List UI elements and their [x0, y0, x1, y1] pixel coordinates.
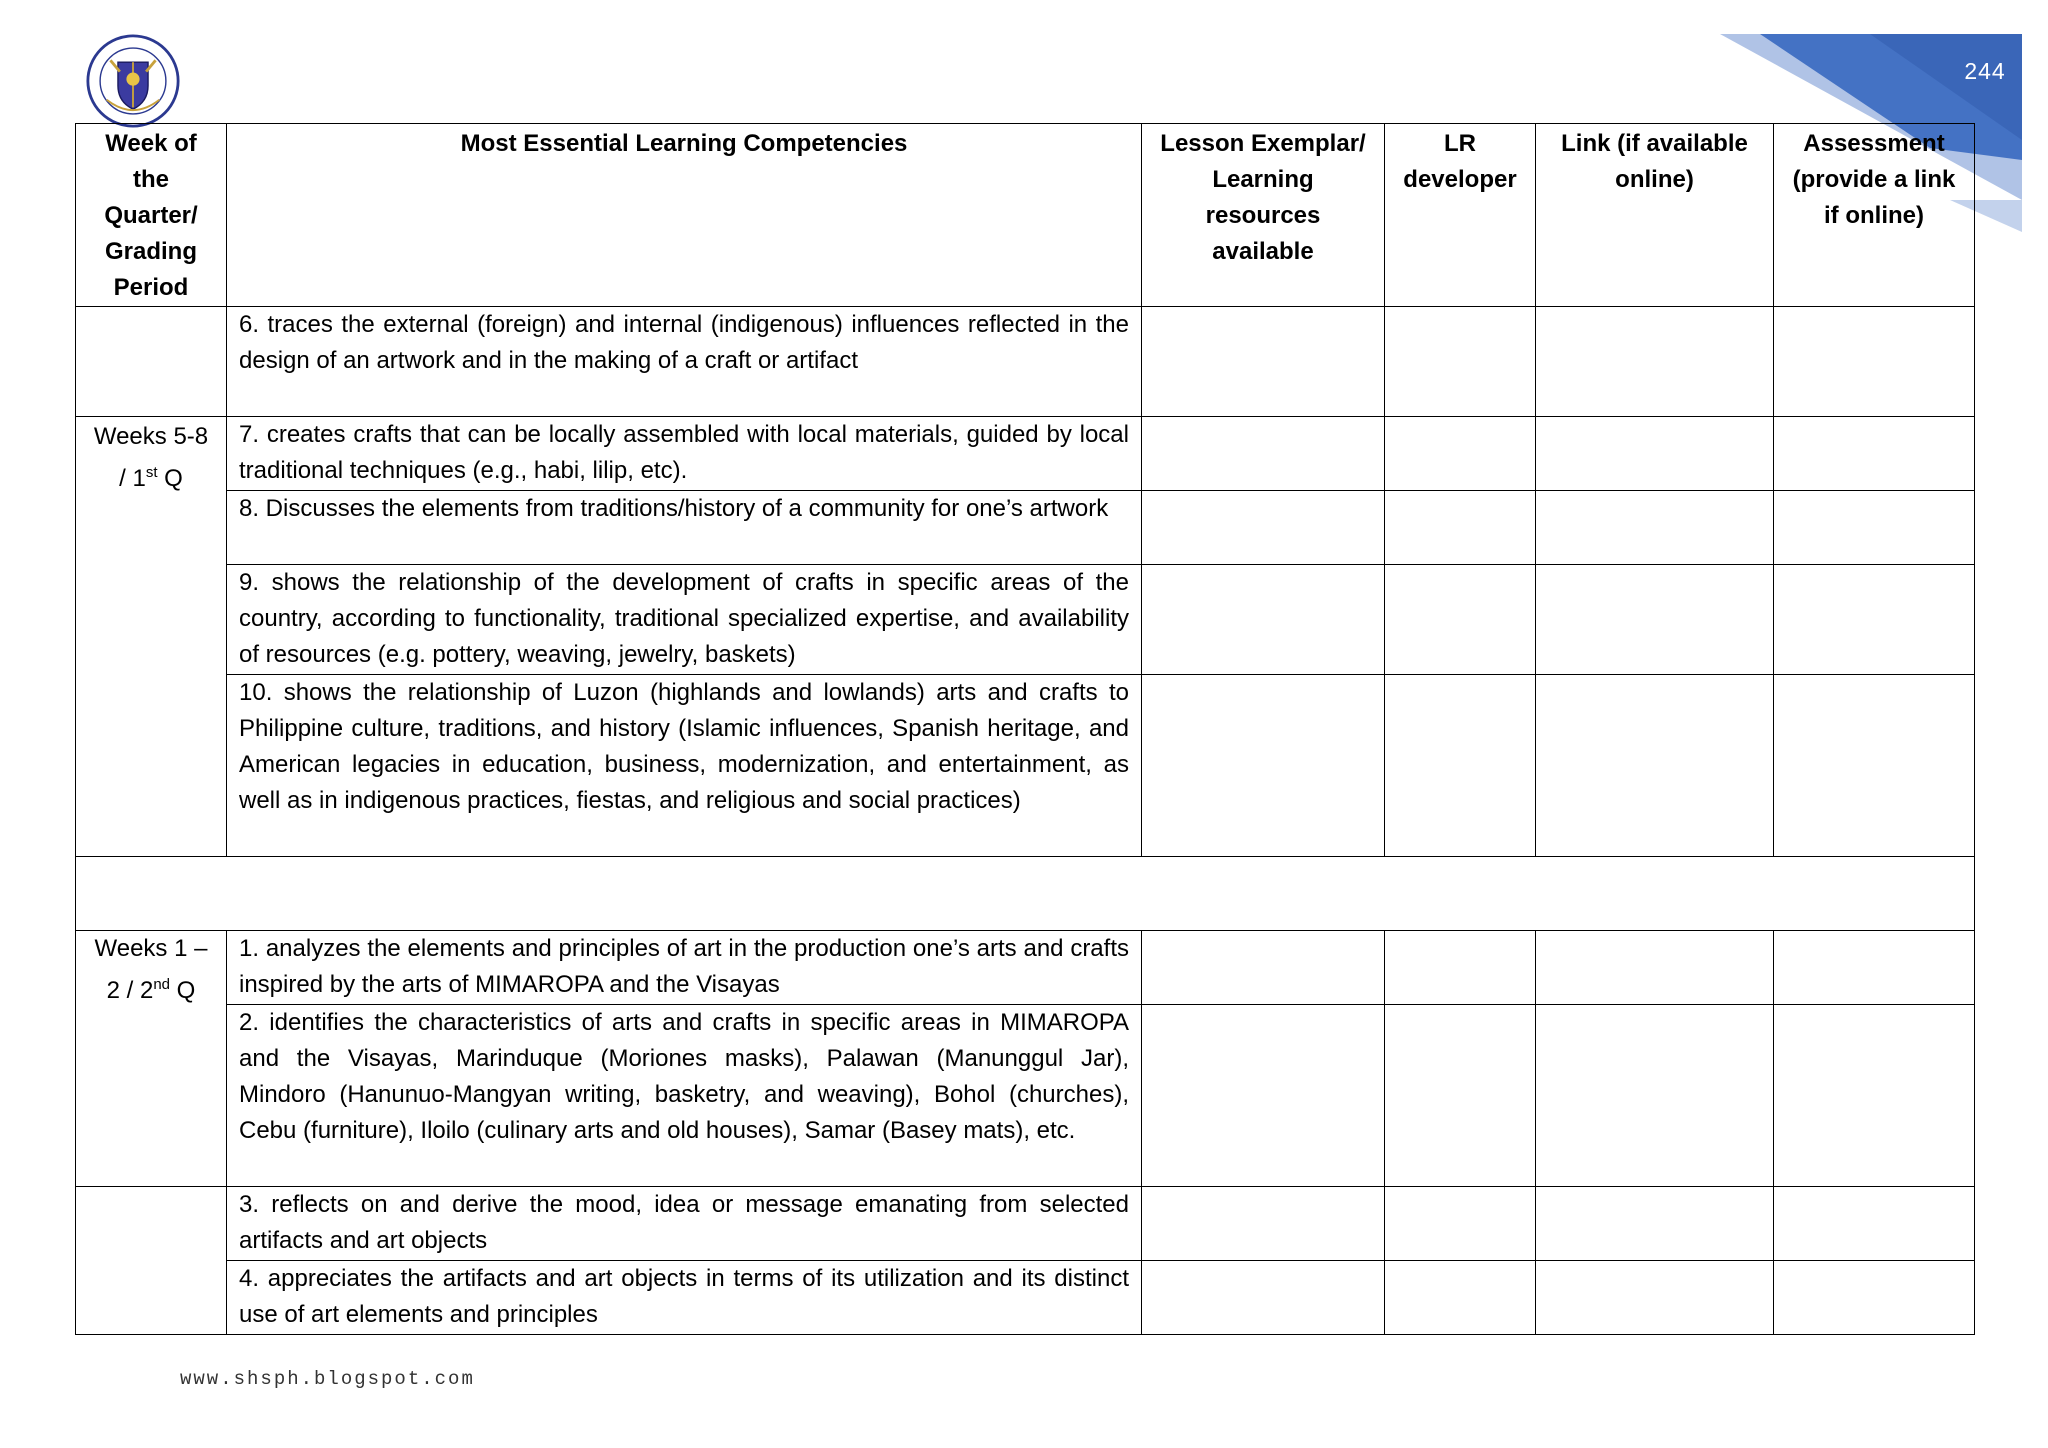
table-row [76, 417, 1975, 491]
link-cell [1536, 307, 1774, 417]
link-cell [1536, 1005, 1774, 1187]
header-week: Week of the Quarter/ Grading Period [76, 124, 227, 307]
table-row [76, 1261, 1975, 1335]
week-suffix: Q [157, 465, 183, 492]
competency-cell: 1. analyzes the elements and principles of art in the production one’s arts and crafts inspired by the arts of MIMAROPA and the Visayas [227, 931, 1142, 1005]
lesson-cell [1142, 1261, 1385, 1335]
week-ordinal: st [145, 464, 158, 481]
table-row [76, 1005, 1975, 1187]
lesson-cell [1142, 491, 1385, 565]
link-cell [1536, 417, 1774, 491]
assessment-cell [1774, 565, 1975, 675]
week-cell-q2 [76, 931, 227, 1187]
week-label: Weeks 5-8 / 1 [93, 423, 209, 492]
table-row [76, 565, 1975, 675]
header-row [76, 124, 1975, 307]
week-cell-empty [76, 307, 227, 417]
competency-cell: 7. creates crafts that can be locally assembled with local materials, guided by local traditional techniques (e.g., habi, lilip, etc). [227, 417, 1142, 491]
table-row [76, 675, 1975, 857]
competency-cell: 8. Discusses the elements from traditions/history of a community for one’s artwork [227, 491, 1142, 565]
deped-seal-logo [86, 34, 180, 128]
competency-cell: 10. shows the relationship of Luzon (highlands and lowlands) arts and crafts to Philippine culture, traditions, and history (Islamic influences, Spanish heritage, and American legacies in education, business, modernization, and entertainment, as well as in indigenous practices, fiestas, and religious and social practices) [227, 675, 1142, 857]
competency-cell: 4. appreciates the artifacts and art objects in terms of its utilization and its distinct use of art elements and principles [227, 1261, 1142, 1335]
lr-cell [1385, 1187, 1536, 1261]
competency-cell: 6. traces the external (foreign) and internal (indigenous) influences reflected in the design of an artwork and in the making of a craft or artifact [227, 307, 1142, 417]
lesson-cell [1142, 565, 1385, 675]
lr-cell [1385, 931, 1536, 1005]
table-row [76, 307, 1975, 417]
lesson-cell [1142, 417, 1385, 491]
table-row [76, 1187, 1975, 1261]
lr-cell [1385, 491, 1536, 565]
week-cell-empty [76, 1187, 227, 1335]
header-assessment: Assessment (provide a link if online) [1774, 124, 1975, 307]
header-competencies: Most Essential Learning Competencies [227, 124, 1142, 307]
lr-cell [1385, 417, 1536, 491]
assessment-cell [1774, 1261, 1975, 1335]
lr-cell [1385, 565, 1536, 675]
lr-cell [1385, 1261, 1536, 1335]
lesson-cell [1142, 1005, 1385, 1187]
assessment-cell [1774, 417, 1975, 491]
footer-url: www.shsph.blogspot.com [180, 1368, 475, 1390]
lesson-cell [1142, 1187, 1385, 1261]
assessment-cell [1774, 1005, 1975, 1187]
lesson-cell [1142, 307, 1385, 417]
assessment-cell [1774, 307, 1975, 417]
lesson-cell [1142, 675, 1385, 857]
week-label: Weeks 1 – 2 / 2 [94, 935, 208, 1004]
assessment-cell [1774, 1187, 1975, 1261]
week-ordinal: nd [153, 976, 171, 993]
assessment-cell [1774, 931, 1975, 1005]
lr-cell [1385, 1005, 1536, 1187]
week-suffix: Q [170, 977, 196, 1004]
link-cell [1536, 931, 1774, 1005]
assessment-cell [1774, 675, 1975, 857]
competency-cell: 2. identifies the characteristics of arts and crafts in specific areas in MIMAROPA and the Visayas, Marinduque (Moriones masks), Palawan (Manunggul Jar), Mindoro (Hanunuo-Mangyan writing, basketry, and weaving), Bohol (churches), Cebu (furniture), Iloilo (culinary arts and old houses), Samar (Basey mats), etc. [227, 1005, 1142, 1187]
lr-cell [1385, 307, 1536, 417]
lr-cell [1385, 675, 1536, 857]
table-row [76, 491, 1975, 565]
header-link: Link (if available online) [1536, 124, 1774, 307]
competency-cell: 9. shows the relationship of the development of crafts in specific areas of the country, according to functionality, traditional specialized expertise, and availability of resources (e.g. pottery, weaving, jewelry, baskets) [227, 565, 1142, 675]
link-cell [1536, 565, 1774, 675]
header-lesson: Lesson Exemplar/ Learning resources available [1142, 124, 1385, 307]
page-number: 244 [1964, 58, 2006, 84]
table-row [76, 931, 1975, 1005]
header-lr-developer: LR developer [1385, 124, 1536, 307]
lesson-cell [1142, 931, 1385, 1005]
link-cell [1536, 1187, 1774, 1261]
competency-cell: 3. reflects on and derive the mood, idea or message emanating from selected artifacts and art objects [227, 1187, 1142, 1261]
week-cell-q1 [76, 417, 227, 857]
link-cell [1536, 491, 1774, 565]
competencies-table [75, 123, 1975, 1335]
link-cell [1536, 675, 1774, 857]
assessment-cell [1774, 491, 1975, 565]
link-cell [1536, 1261, 1774, 1335]
spacer-cell [76, 857, 1975, 931]
spacer-row [76, 857, 1975, 931]
